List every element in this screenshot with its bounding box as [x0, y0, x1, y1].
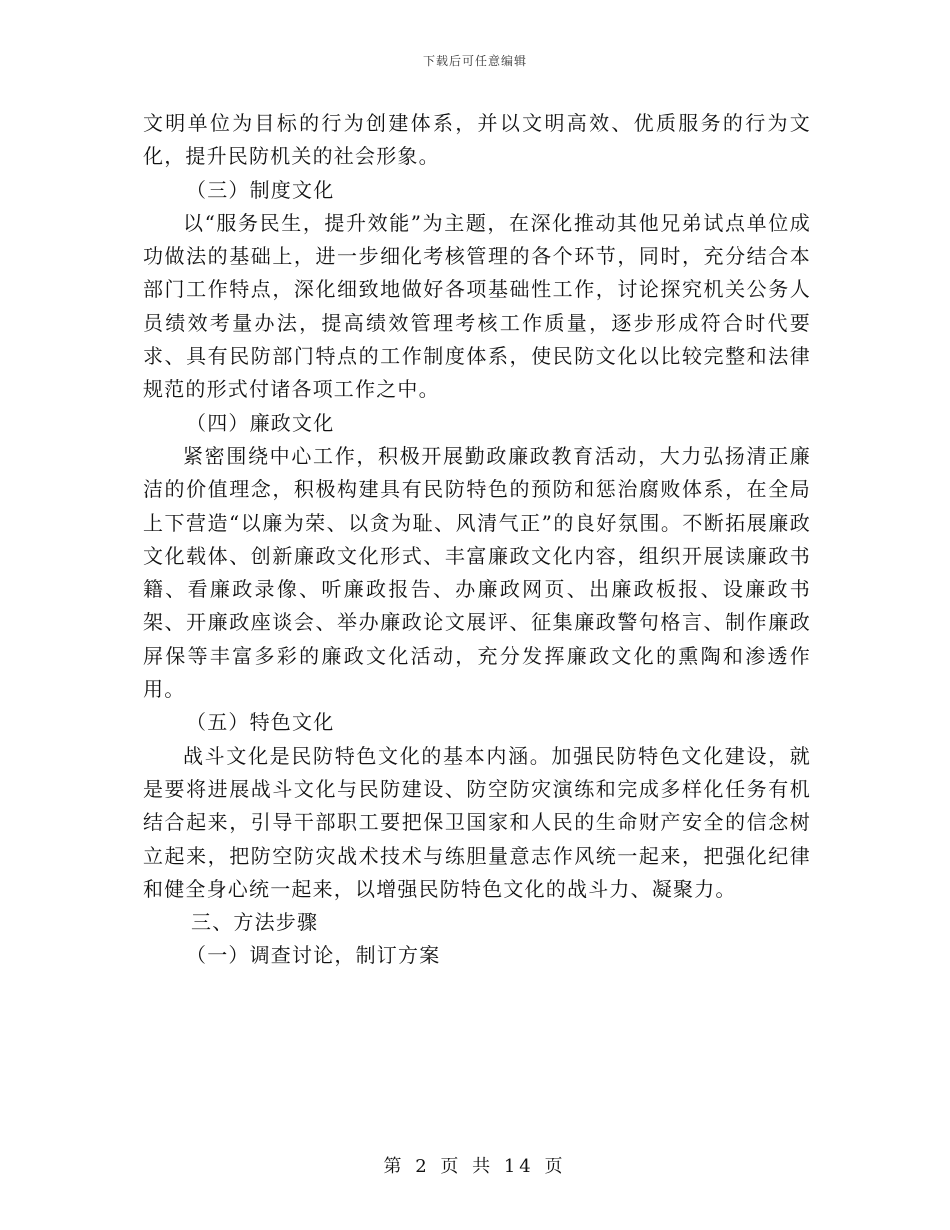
paragraph-continuation: 文明单位为目标的行为创建体系，并以文明高效、优质服务的行为文化，提升民防机关的社会形象。: [143, 111, 811, 169]
paragraph-integrity-culture: 紧密围绕中心工作，积极开展勤政廉政教育活动，大力弘扬清正廉洁的价值理念，积极构建具有民防特色的预防和惩治腐败体系，在全局上下营造“以廉为荣、以贪为耻、风清气正”的良好氛围。不断拓展廉政文化载体、创新廉政文化形式、丰富廉政文化内容，组织开展读廉政书籍、看廉政录像、听廉政报告、办廉政网页、出廉政板报、设廉政书架、开廉政座谈会、举办廉政论文展评、征集廉政警句格言、制作廉政屏保等丰富多彩的廉政文化活动，充分发挥廉政文化的熏陶和渗透作用。: [143, 443, 811, 702]
page-footer: 第 2 页 共 14 页: [383, 1156, 567, 1177]
section-heading-system-culture: （三）制度文化: [186, 177, 335, 202]
paragraph-system-culture: 以“服务民生，提升效能”为主题，在深化推动其他兄弟试点单位成功做法的基础上，进一步细化考核管理的各个环节，同时，充分结合本部门工作特点，深化细致地做好各项基础性工作，讨论探究机关公务人员绩效考量办法，提高绩效管理考核工作质量，逐步形成符合时代要求、具有民防部门特点的工作制度体系，使民防文化以比较完整和法律规范的形式付诸各项工作之中。: [143, 210, 811, 402]
document-body: [143, 107, 811, 973]
page-header: 下载后可任意编辑: [422, 54, 527, 68]
section-heading-special-culture: （五）特色文化: [186, 710, 335, 735]
section-heading-survey: （一）调查讨论，制订方案: [186, 943, 441, 968]
paragraph-special-culture: 战斗文化是民防特色文化的基本内涵。加强民防特色文化建设，就是要将进展战斗文化与民防建设、防空防灾演练和完成多样化任务有机结合起来，引导干部职工要把保卫国家和人民的生命财产安全的信念树立起来，把防空防灾战术技术与练胆量意志作风统一起来，把强化纪律和健全身心统一起来，以增强民防特色文化的战斗力、凝聚力。: [143, 743, 811, 901]
section-heading-methods: 三、方法步骤: [191, 910, 319, 935]
section-heading-integrity-culture: （四）廉政文化: [186, 410, 335, 435]
